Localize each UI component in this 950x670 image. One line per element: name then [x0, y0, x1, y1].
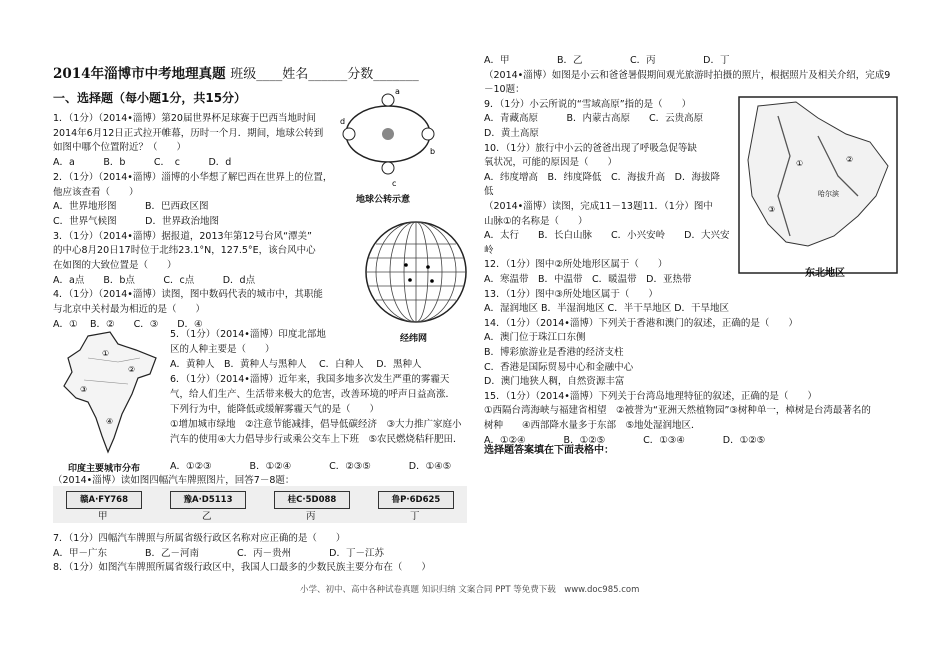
- right-question-line: A．澳门位于珠江口东侧: [484, 332, 586, 344]
- plates-intro: （2014•淄博）读如图四幅汽车牌照图片，回答7－8题：: [53, 475, 295, 486]
- plate-label: 乙: [202, 511, 212, 522]
- plate-label: 丙: [306, 511, 316, 522]
- india-map-figure: [58, 328, 163, 458]
- left-question-line: 的中心8月20日17时位于北纬23.1°N，127.5°E，该台风中心: [53, 245, 316, 257]
- left-question-line: 2014年6月12日正式拉开帷幕，历时一个月．期间，地球公转到: [53, 127, 324, 139]
- india-label-4: ④: [106, 417, 114, 426]
- left-question-line: 他应该查看（ ）: [53, 186, 139, 198]
- plate-bing: 桂C·5D088: [274, 491, 350, 509]
- left-question-line: 与北京中关村最为相近的是（ ）: [53, 304, 206, 316]
- page-title: [53, 62, 419, 82]
- right-question-line: 9．（1分）小云所说的“雪域高原”指的是（ ）: [484, 98, 692, 110]
- right-question-line: 岭: [484, 244, 494, 256]
- q6-line: ①增加城市绿地 ②注意节能减排，倡导低碳经济 ③大力推广家庭小: [170, 419, 462, 430]
- orbit-label-a: a: [395, 87, 400, 96]
- ne-label-2: ②: [846, 155, 854, 164]
- ne-label-1: ①: [796, 159, 804, 168]
- q6-options: A．①②③ B．①②④ C．②③⑤ D．①④⑤: [170, 461, 452, 472]
- right-question-line: （2014•淄博）读图，完成11－13题11．（1分）图中: [484, 201, 713, 212]
- right-question-line: 树种 ④西部降水量多于东部 ⑤地处湿润地区．: [484, 420, 701, 431]
- q5-line: 5．（1分）（2014•淄博）印度北部地: [170, 329, 326, 340]
- right-question-line: C．香港是国际贸易中心和金融中心: [484, 361, 634, 373]
- earth-orbit-figure: [340, 82, 435, 200]
- page-footer: 小学、初中、高中各种试卷真题 知识归纳 文案合同 PPT 等免费下载 www.doc985.com: [300, 585, 640, 595]
- right-question-line: 13．（1分）图中③所处地区属于（ ）: [484, 288, 658, 300]
- left-question-line: A．a B．b C． c D．d: [53, 157, 232, 169]
- left-question-line: A．① B．② C．③ D．④: [53, 318, 203, 330]
- right-question-line: 10．（1分）旅行中小云的爸爸出现了呼吸急促等缺: [484, 142, 697, 154]
- right-question-line: A．寒温带 B．中温带 C．暖温带 D．亚热带: [484, 274, 692, 285]
- orbit-label-b: b: [430, 147, 435, 156]
- plate-yi: 豫A·D5113: [170, 491, 246, 509]
- right-question-line: －10题：: [484, 84, 525, 96]
- left-question-line: 如图中哪个位置附近？（ ）: [53, 142, 187, 154]
- right-question-line: 15．（1分）（2014•淄博）下列关于台湾岛地理特征的叙述，正确的是（ ）: [484, 390, 817, 402]
- right-question-line: 山脉①的名称是（ ）: [484, 215, 588, 227]
- northeast-map-figure: [738, 96, 898, 274]
- plate-label: 丁: [410, 511, 420, 522]
- q8-line: 8．（1分）如图汽车牌照所属省级行政区中，我国人口最多的少数民族主要分布在（ ）: [53, 562, 431, 573]
- ne-label-3: ③: [768, 205, 776, 214]
- q5-line: 区的人种主要是（ ）: [170, 344, 275, 355]
- orbit-caption: 地球公转示意: [356, 195, 411, 205]
- left-question-line: 2．（1分）（2014•淄博）淄博的小华想了解巴西在世界上的位置，: [53, 171, 333, 183]
- exam-title: 2014年淄博市中考地理真题: [53, 66, 226, 82]
- q6-line: 下列行为中，能降低或缓解雾霾天气的是（ ）: [170, 404, 380, 415]
- plate-jia: 赣A·FY768: [66, 491, 142, 509]
- northeast-caption: 东北地区: [805, 268, 845, 279]
- left-question-line: 4．（1分）（2014•淄博）读图，图中数码代表的城市中，其职能: [53, 289, 323, 301]
- right-question-line: A．纬度增高 B．纬度降低 C．海拔升高 D．海拔降: [484, 171, 720, 183]
- right-question-line: A．湿润地区 B．半湿润地区 C．半干旱地区 D．干旱地区: [484, 303, 730, 315]
- right-question-line: 14．（1分）（2014•淄博）下列关于香港和澳门的叙述，正确的是（ ）: [484, 317, 798, 329]
- student-info-fields: 班级____姓名______分数_______: [230, 67, 419, 82]
- right-question-line: A．太行 B．长白山脉 C．小兴安岭 D．大兴安: [484, 230, 730, 242]
- q7-line: 7．（1分）四幅汽车牌照与所属省级行政区名称对应正确的是（ ）: [53, 533, 346, 544]
- right-question-line: B．博彩旅游业是香港的经济支柱: [484, 347, 624, 358]
- left-question-line: 3．（1分）（2014•淄博）据报道，2013年第12号台风“潭美”: [53, 230, 312, 242]
- right-question-line: 低: [484, 186, 494, 198]
- answer-note: 选择题答案填在下面表格中：: [484, 445, 614, 456]
- plate-label: 甲: [98, 511, 108, 522]
- grid-caption: 经纬网: [400, 334, 428, 344]
- left-question-line: A．世界地形图 B．巴西政区图: [53, 201, 209, 213]
- q7-options: A．甲－广东 B．乙－河南 C．丙－贵州 D．丁－江苏: [53, 548, 384, 559]
- left-question-line: 在如图的大致位置是（ ）: [53, 260, 177, 271]
- india-label-1: ①: [102, 349, 110, 358]
- plate-ding: 鲁P·6D625: [378, 491, 454, 509]
- left-question-line: 1．（1分）（2014•淄博）第20届世界杯足球赛于巴西当地时间: [53, 113, 316, 124]
- left-question-line: A．a点 B．b点 C．c点 D．d点: [53, 274, 256, 286]
- left-question-line: C．世界气候图 D．世界政治地图: [53, 215, 219, 227]
- india-label-2: ②: [128, 365, 136, 374]
- q6-line: 气，给人们生产、生活带来极大的危害，改善环境的呼声日益高涨．: [170, 389, 456, 400]
- right-question-line: A．甲 B．乙 C．丙 D．丁: [484, 55, 730, 66]
- graticule-figure: [362, 218, 470, 328]
- right-question-line: 氧状况，可能的原因是（ ）: [484, 157, 618, 169]
- right-question-line: 12．（1分）图中②所处地形区属于（ ）: [484, 259, 668, 271]
- right-question-line: A．①②④ B．①②⑤ C．①③④ D．①②⑤: [484, 434, 766, 446]
- india-caption: 印度主要城市分布: [68, 464, 141, 474]
- q6-line: 汽车的使用④大力倡导步行或乘公交车上下班 ⑤农民燃烧秸秆肥田．: [170, 434, 463, 445]
- right-question-line: D．澳门地狭人稠，自然资源丰富: [484, 376, 625, 388]
- orbit-label-c: c: [392, 179, 397, 188]
- right-question-line: （2014•淄博）如图是小云和爸爸暑假期间观光旅游时拍摄的照片，根据照片及相关介绍，完成9: [484, 69, 891, 81]
- section-heading: 一、选择题（每小题1分，共15分）: [53, 91, 247, 105]
- q6-line: 6．（1分）（2014•淄博）近年来，我国多地多次发生严重的雾霾天: [170, 374, 450, 385]
- right-question-line: ①西隔台湾海峡与福建省相望 ②被誉为“亚洲天然植物园”③树种单一，樟树是台湾最著名的: [484, 405, 871, 417]
- q5-options: A．黄种人 B．黄种人与黑种人 C．白种人 D．黑种人: [170, 359, 422, 370]
- india-label-3: ③: [80, 385, 88, 394]
- orbit-label-d: d: [340, 117, 346, 126]
- right-question-line: A．青藏高原 B．内蒙古高原 C．云贵高原: [484, 113, 704, 125]
- ne-label-harbin: 哈尔滨: [818, 190, 839, 198]
- right-question-line: D．黄土高原: [484, 128, 539, 139]
